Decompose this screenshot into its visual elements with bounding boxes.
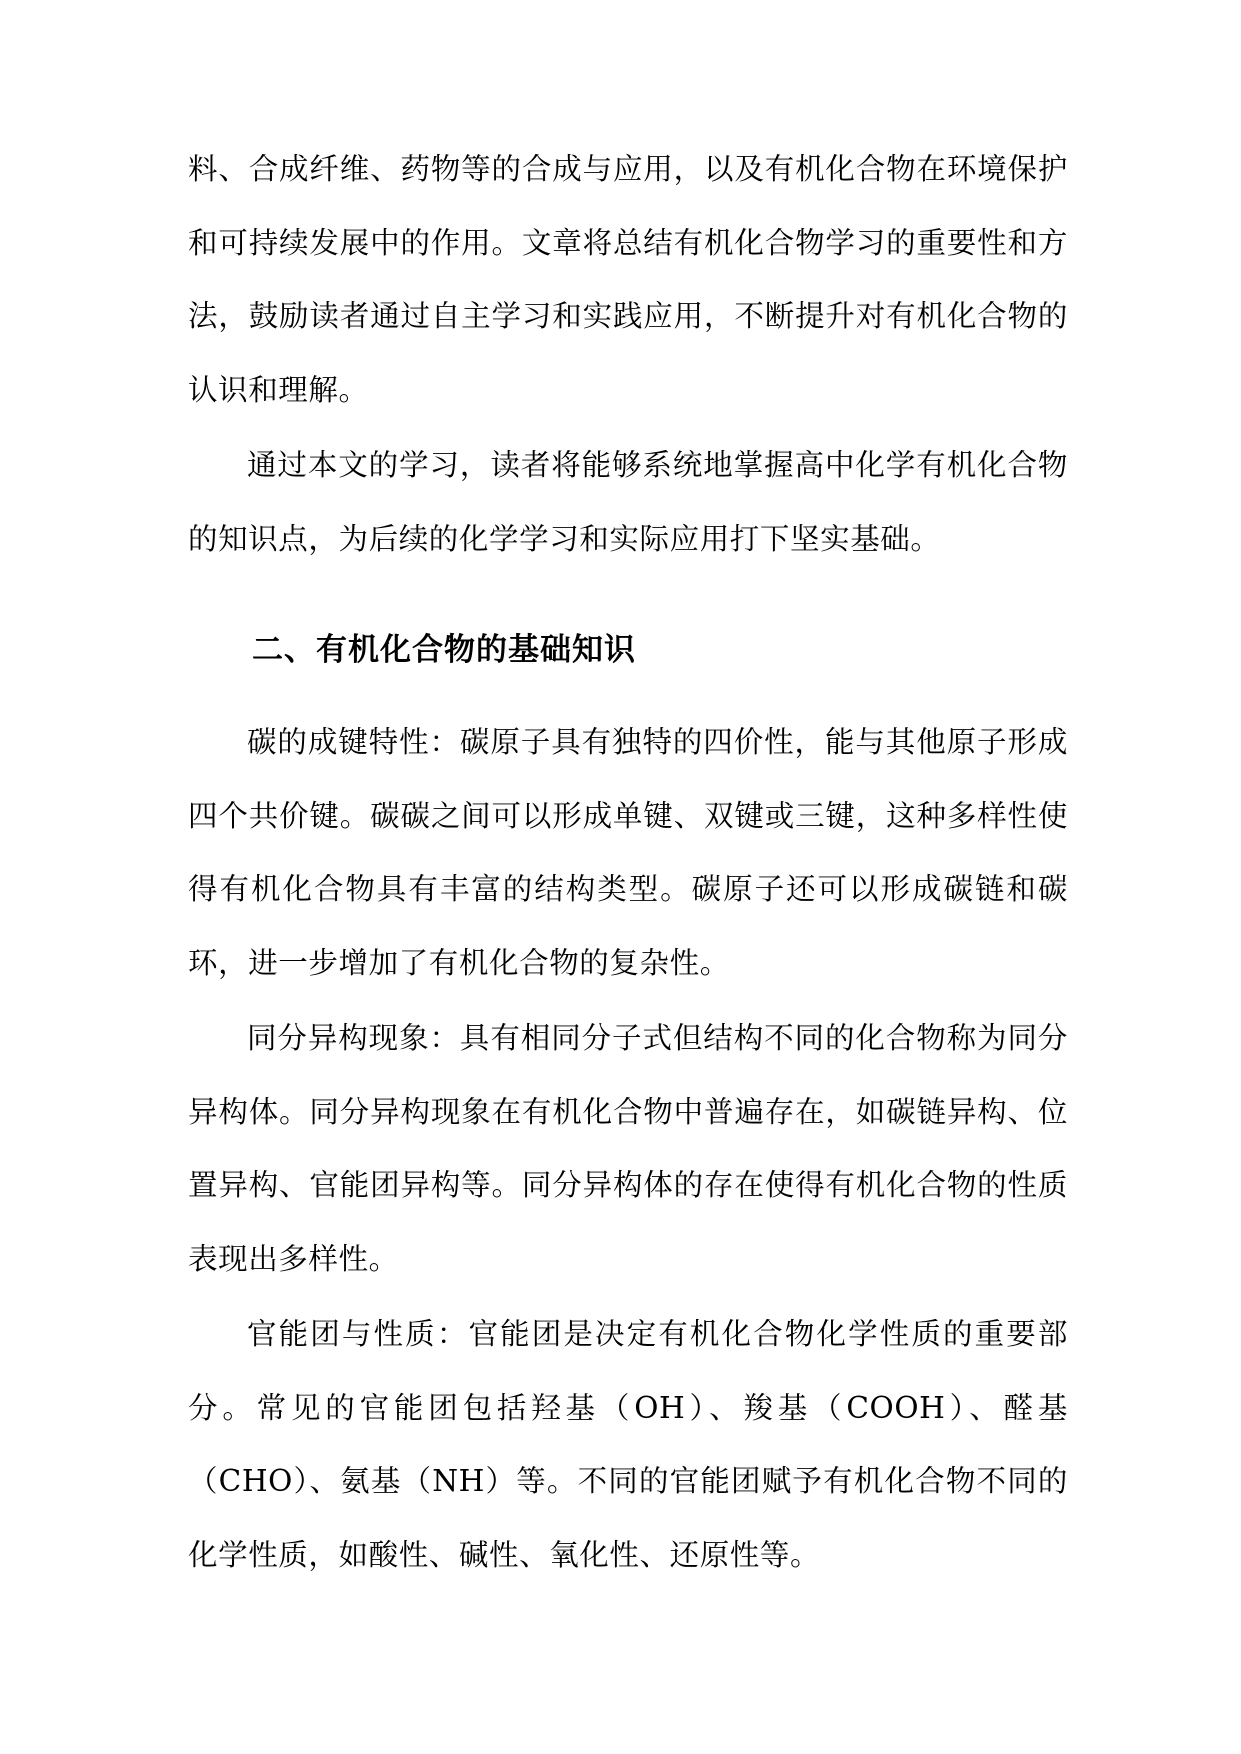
paragraph-intro-summary: 通过本文的学习，读者将能够系统地掌握高中化学有机化合物的知识点，为后续的化学学习和实际应用打下坚实基础。 (188, 448, 1068, 556)
paragraph-functional-groups: 官能团与性质：官能团是决定有机化合物化学性质的重要部分。常见的官能团包括羟基（OH）、羧基（COOH）、醛基（CHO）、氨基（NH）等。不同的官能团赋予有机化合物不同的化学性质，如酸性、碱性、氧化性、还原性等。 (188, 1317, 1068, 1572)
paragraph-carbon-bonding: 碳的成键特性：碳原子具有独特的四价性，能与其他原子形成四个共价键。碳碳之间可以形成单键、双键或三键，这种多样性使得有机化合物具有丰富的结构类型。碳原子还可以形成碳链和碳环，进一步增加了有机化合物的复杂性。 (188, 725, 1068, 980)
section-heading: 二、有机化合物的基础知识 (252, 632, 636, 668)
paragraph-intro-continued: 料、合成纤维、药物等的合成与应用，以及有机化合物在环境保护和可持续发展中的作用。文章将总结有机化合物学习的重要性和方法，鼓励读者通过自主学习和实践应用，不断提升对有机化合物的认识和理解。 (188, 152, 1068, 407)
paragraph-isomerism: 同分异构现象：具有相同分子式但结构不同的化合物称为同分异构体。同分异构现象在有机化合物中普遍存在，如碳链异构、位置异构、官能团异构等。同分异构体的存在使得有机化合物的性质表现出多样性。 (188, 1021, 1068, 1276)
